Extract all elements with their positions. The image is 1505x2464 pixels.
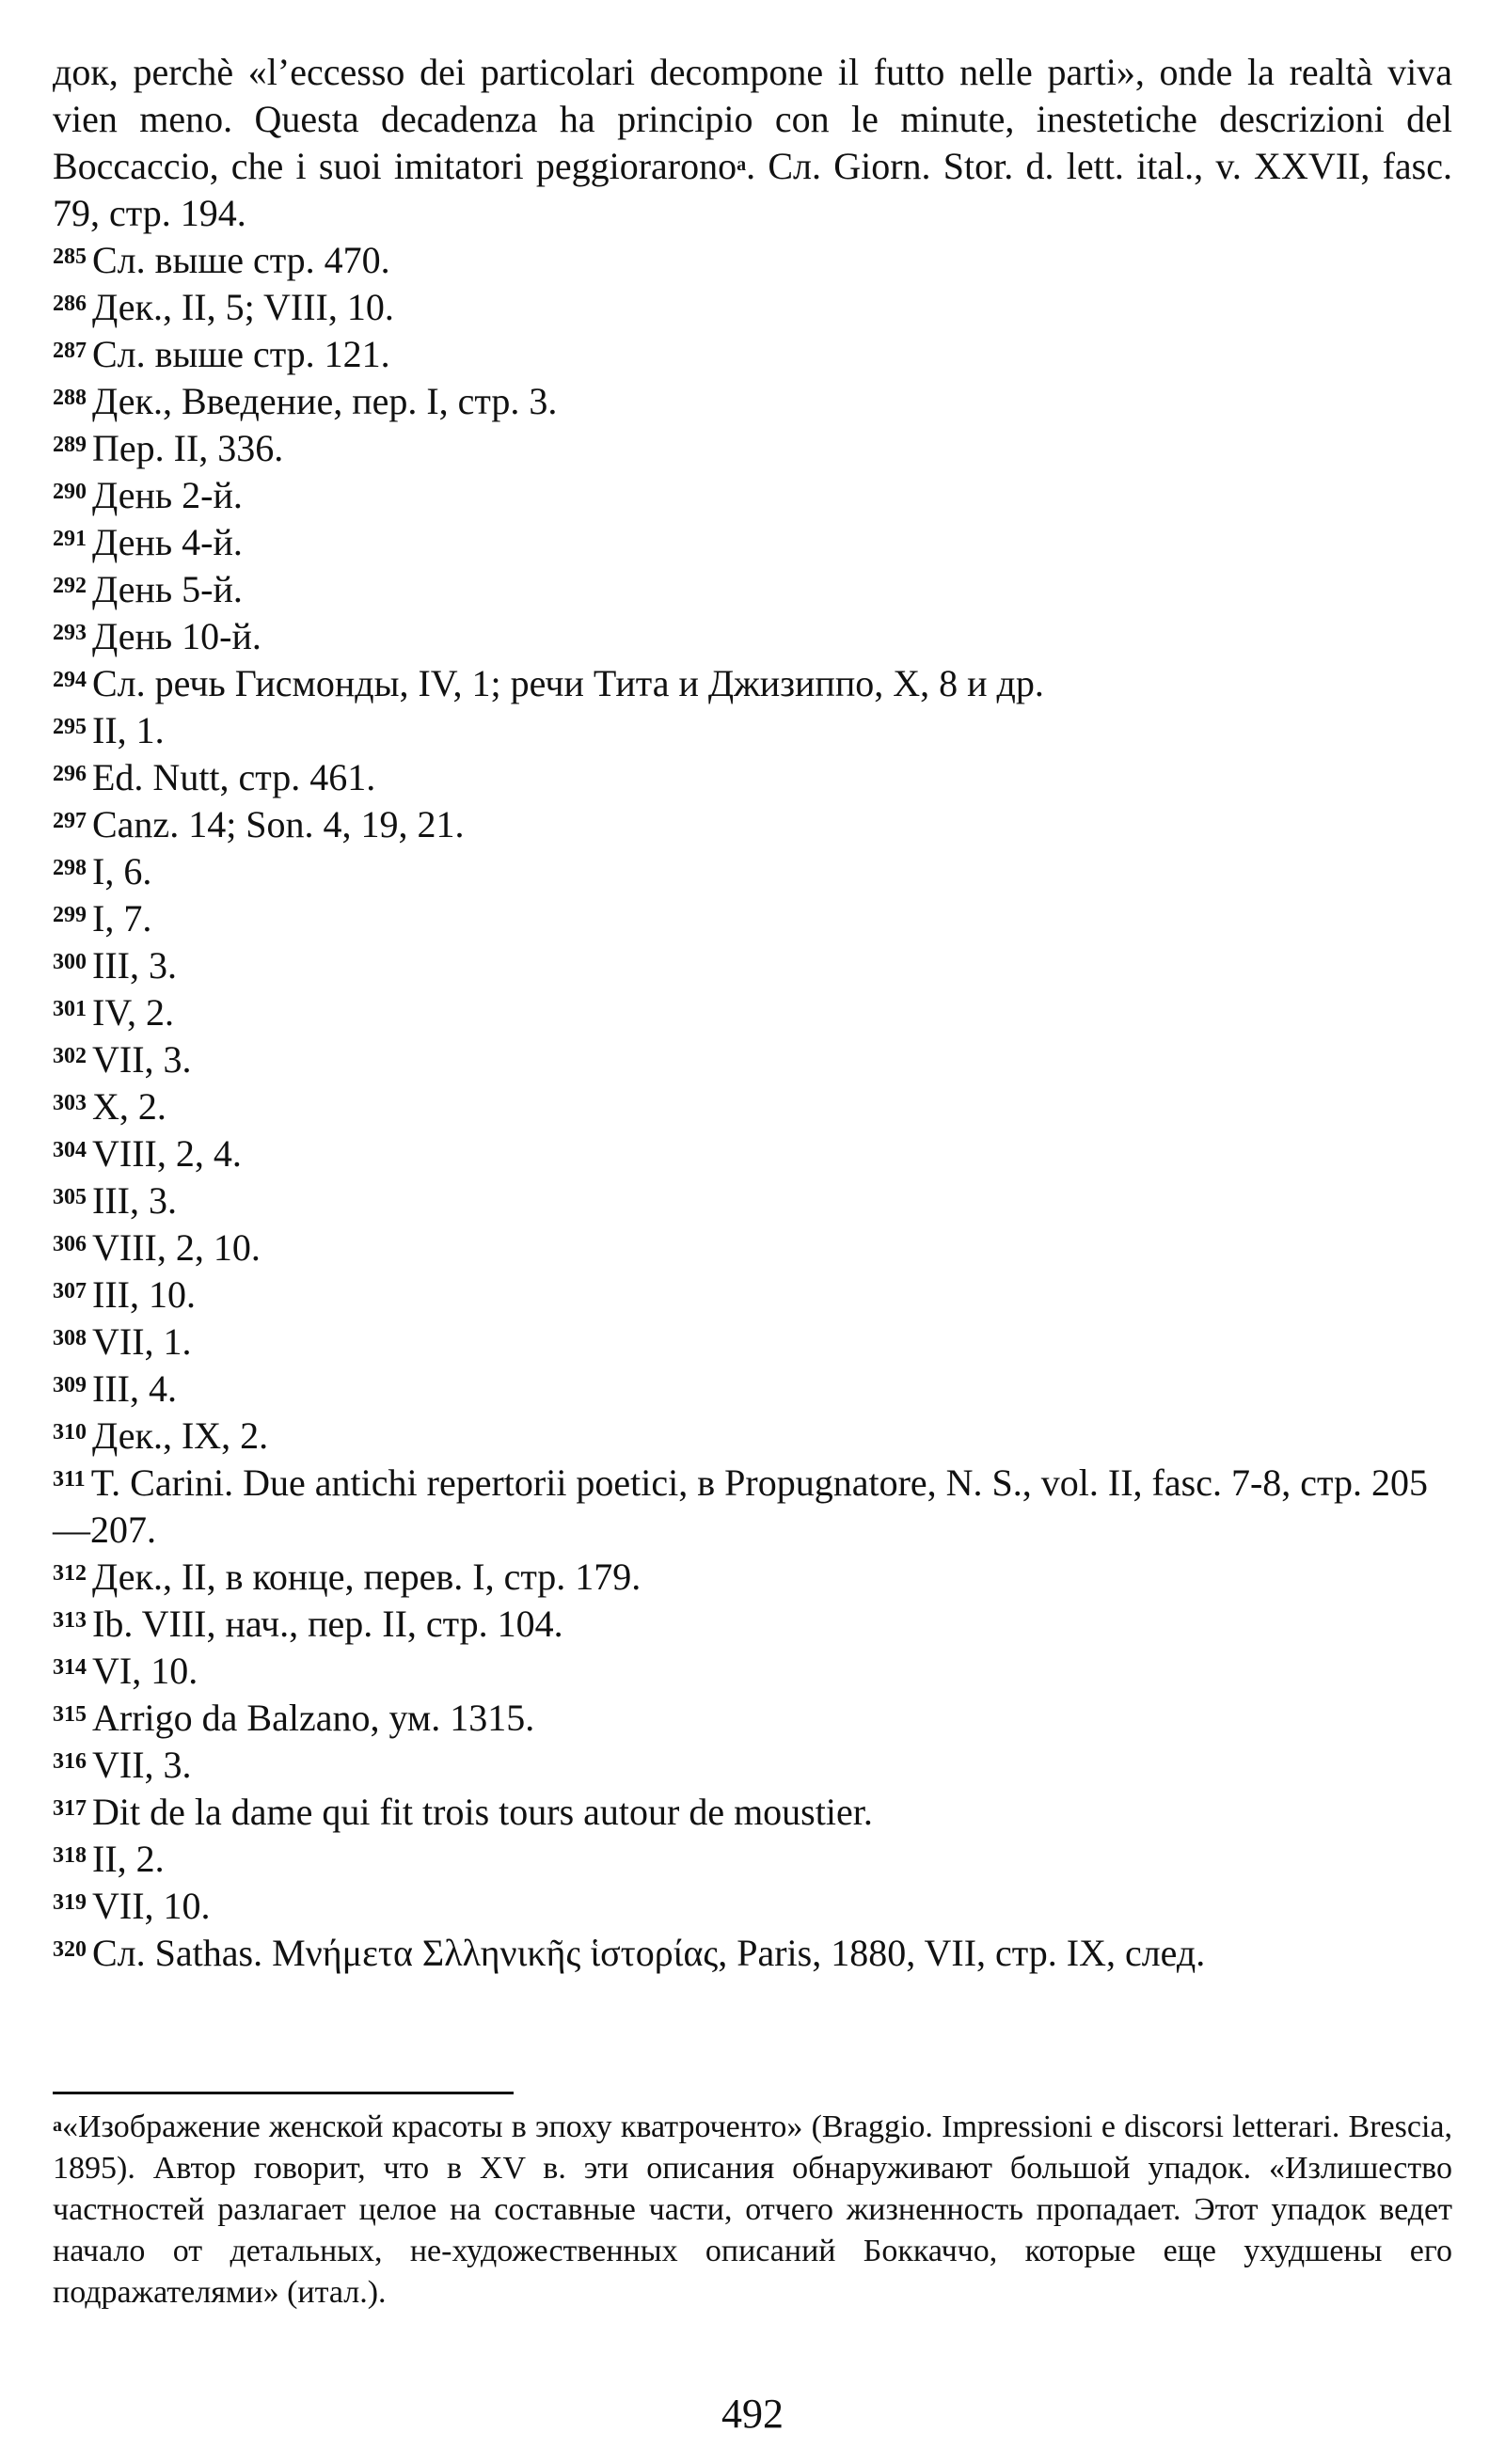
- note-text: Дек., Введение, пер. I, стр. 3.: [92, 380, 558, 422]
- note-text: День 4-й.: [92, 521, 243, 563]
- note-item: [53, 754, 1452, 801]
- note-item: [53, 1742, 1452, 1789]
- note-text: Ib. VIII, нач., пер. II, стр. 104.: [92, 1603, 563, 1645]
- note-number: 308: [53, 1326, 87, 1350]
- note-item: [53, 1224, 1452, 1271]
- note-number: 301: [53, 997, 87, 1021]
- note-number: 294: [53, 668, 87, 692]
- note-text: Сл. Sathas. Μνήμετα Σλληνικῆς ἱστορίας, Paris, 1880, VII, стр. IX, след.: [92, 1932, 1206, 1974]
- note-text: Дек., II, 5; VIII, 10.: [92, 286, 394, 328]
- note-item: [53, 472, 1452, 519]
- intro-footnote-mark: а: [737, 154, 747, 175]
- note-text: Сл. выше стр. 470.: [92, 239, 390, 281]
- note-item: [53, 707, 1452, 754]
- note-item: [53, 1460, 1452, 1554]
- intro-text: док, perchè «l’eccesso dei particolari decompone il futto nelle parti», onde la realtà viva vien meno. Questa decadenza ha principio con le minute, inestetiche descrizioni del Boccaccio, che i suoi imitatori peggiorarono: [53, 51, 1452, 187]
- note-number: 306: [53, 1232, 87, 1256]
- footnote-text: [53, 2107, 1452, 2314]
- note-item: [53, 378, 1452, 425]
- note-item: [53, 237, 1452, 284]
- note-item: [53, 1648, 1452, 1695]
- note-text: VII, 3.: [92, 1038, 192, 1081]
- note-text: X, 2.: [92, 1085, 166, 1128]
- note-number: 314: [53, 1655, 87, 1680]
- footnote-mark: а: [53, 2115, 62, 2136]
- note-item: [53, 519, 1452, 566]
- note-number: 304: [53, 1138, 87, 1162]
- note-number: 291: [53, 527, 87, 551]
- note-item: [53, 425, 1452, 472]
- note-item: [53, 1554, 1452, 1601]
- note-item: [53, 1130, 1452, 1177]
- note-item: [53, 1836, 1452, 1883]
- note-text: Canz. 14; Son. 4, 19, 21.: [92, 803, 465, 845]
- note-item: [53, 1695, 1452, 1742]
- note-number: 300: [53, 950, 87, 974]
- note-number: 318: [53, 1843, 87, 1868]
- note-item: [53, 1413, 1452, 1460]
- note-number: 319: [53, 1890, 87, 1915]
- note-number: 309: [53, 1373, 87, 1398]
- note-item: [53, 1601, 1452, 1648]
- note-text: III, 4.: [92, 1367, 177, 1410]
- note-number: 290: [53, 480, 87, 504]
- note-item: [53, 1083, 1452, 1130]
- note-text: День 2-й.: [92, 474, 243, 516]
- note-text: II, 1.: [92, 709, 165, 751]
- note-text: IV, 2.: [92, 991, 175, 1034]
- note-item: [53, 613, 1452, 660]
- intro-paragraph: [53, 49, 1452, 237]
- note-number: 289: [53, 433, 87, 457]
- note-text: Сл. речь Гисмонды, IV, 1; речи Тита и Джизиппо, X, 8 и др.: [92, 662, 1044, 704]
- note-number: 312: [53, 1561, 87, 1586]
- note-number: 298: [53, 856, 87, 880]
- note-number: 303: [53, 1091, 87, 1115]
- note-item: [53, 848, 1452, 895]
- note-number: 316: [53, 1749, 87, 1774]
- note-number: 285: [53, 245, 87, 269]
- note-text: VII, 3.: [92, 1744, 192, 1786]
- note-text: VIII, 2, 10.: [92, 1226, 261, 1269]
- note-number: 317: [53, 1796, 87, 1821]
- note-item: [53, 1271, 1452, 1319]
- note-item: [53, 331, 1452, 378]
- note-item: [53, 1789, 1452, 1836]
- note-number: 295: [53, 715, 87, 739]
- note-number: 315: [53, 1702, 87, 1727]
- footnote-divider: [53, 2092, 514, 2094]
- note-text: День 10-й.: [92, 615, 261, 657]
- note-number: 302: [53, 1044, 87, 1068]
- note-number: 288: [53, 386, 87, 410]
- note-number: 305: [53, 1185, 87, 1209]
- note-text: День 5-й.: [92, 568, 243, 610]
- note-item: [53, 660, 1452, 707]
- note-item: [53, 1319, 1452, 1366]
- note-text: Dit de la dame qui fit trois tours autour de moustier.: [92, 1791, 873, 1833]
- note-number: 320: [53, 1937, 87, 1962]
- footnote-body: «Изображение женской красоты в эпоху кватроченто» (Braggio. Impressioni e discorsi letterari. Brescia, 1895). Автор говорит, что в XV в. эти описания обнаруживают большой упадок. «Излишество частностей разлагает целое на составные части, отчего жизненность пропадает. Этот упадок ведет начало от детальных, не-художественных описаний Боккаччо, которые еще ухудшены его подражателями» (итал.).: [53, 2109, 1452, 2310]
- note-text: Ed. Nutt, стр. 461.: [92, 756, 376, 798]
- note-item: [53, 989, 1452, 1036]
- notes-list: [53, 237, 1452, 1977]
- note-item: [53, 284, 1452, 331]
- note-text: Дек., IX, 2.: [92, 1414, 269, 1457]
- note-number: 297: [53, 809, 87, 833]
- note-number: 310: [53, 1420, 87, 1445]
- page-number: 492: [721, 2391, 784, 2437]
- note-number: 296: [53, 762, 87, 786]
- note-text: I, 6.: [92, 850, 152, 892]
- note-text: Arrigo da Balzano, ум. 1315.: [92, 1697, 535, 1739]
- note-item: [53, 566, 1452, 613]
- note-text: III, 3.: [92, 944, 177, 987]
- note-text: III, 3.: [92, 1179, 177, 1222]
- note-item: [53, 1883, 1452, 1930]
- note-text: VII, 10.: [92, 1885, 211, 1927]
- note-item: [53, 895, 1452, 942]
- note-number: 293: [53, 621, 87, 645]
- note-text: III, 10.: [92, 1273, 196, 1316]
- note-text: I, 7.: [92, 897, 152, 940]
- note-item: [53, 1177, 1452, 1224]
- note-text: Пер. II, 336.: [92, 427, 284, 469]
- note-item: [53, 942, 1452, 989]
- note-item: [53, 1366, 1452, 1413]
- note-text: VI, 10.: [92, 1650, 198, 1692]
- note-number: 307: [53, 1279, 87, 1303]
- note-text: Сл. выше стр. 121.: [92, 333, 390, 375]
- note-text: T. Carini. Due antichi repertorii poetici, в Propugnatore, N. S., vol. II, fasc. 7-8, стр. 205—207.: [53, 1461, 1428, 1551]
- note-number: 286: [53, 292, 87, 316]
- note-text: VIII, 2, 4.: [92, 1132, 242, 1175]
- note-text: II, 2.: [92, 1838, 165, 1880]
- note-number: 292: [53, 574, 87, 598]
- note-number: 311: [53, 1467, 86, 1492]
- note-number: 313: [53, 1608, 87, 1633]
- note-item: [53, 801, 1452, 848]
- note-text: VII, 1.: [92, 1320, 192, 1363]
- note-item: [53, 1036, 1452, 1083]
- note-number: 287: [53, 339, 87, 363]
- note-item: [53, 1930, 1452, 1977]
- intro-tail: . Сл. Giorn. Stor. d. lett. ital., v. XXVII, fasc. 79, стр. 194.: [53, 145, 1452, 234]
- note-number: 299: [53, 903, 87, 927]
- note-text: Дек., II, в конце, перев. I, стр. 179.: [92, 1556, 642, 1598]
